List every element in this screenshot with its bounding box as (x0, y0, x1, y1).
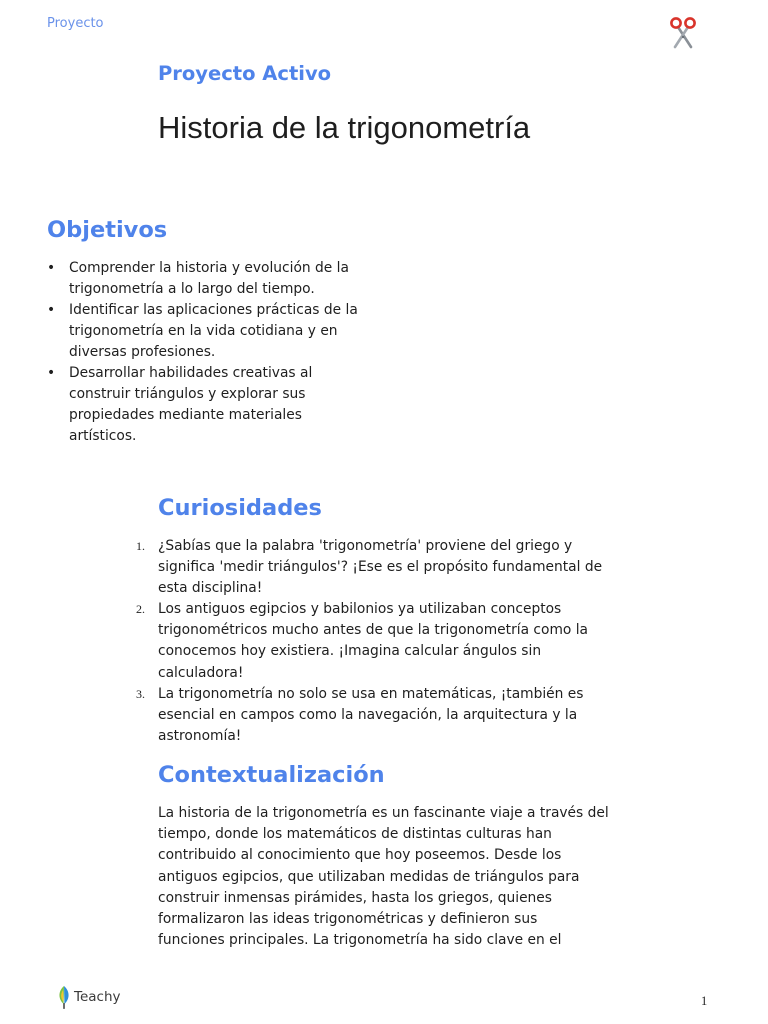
curiosity-text: ¿Sabías que la palabra 'trigonometría' proviene del griego y significa 'medir triángulos'? ¡Ese es el propósito fundamental de esta disciplina! (158, 538, 603, 597)
list-item (47, 363, 358, 447)
curiosities-heading: Curiosidades (158, 495, 322, 521)
list-item (47, 300, 358, 363)
section-label: Proyecto (47, 16, 104, 31)
curiosity-text: La trigonometría no solo se usa en matemáticas, ¡también es esencial en campos como la navegación, la arquitectura y la astronomía! (158, 685, 584, 744)
objective-text: Identificar las aplicaciones prácticas de la trigonometría en la vida cotidiana y en diversas profesiones. (69, 302, 358, 360)
bullet-icon (47, 300, 55, 321)
page-number: 1 (701, 994, 708, 1008)
objectives-heading: Objetivos (47, 217, 168, 243)
list-item (47, 258, 358, 300)
context-paragraph: La historia de la trigonometría es un fascinante viaje a través del tiempo, donde los matemáticos de distintas culturas han contribuido al conocimiento que hoy poseemos. Desde los antiguos egipcios, que utilizaban medidas de triángulos para construir inmensas pirámides, hasta los griegos, quienes formalizaron las ideas trigonométricas y definieron sus funciones principales. La trigonometría ha sido clave en el (158, 805, 609, 949)
bullet-icon (47, 258, 55, 279)
page-title: Historia de la trigonometría (158, 110, 531, 145)
objective-text: Desarrollar habilidades creativas al construir triángulos y explorar sus propiedades mediante materiales artísticos. (69, 365, 313, 444)
project-status-label: Proyecto Activo (158, 62, 332, 85)
list-number: 1. (136, 539, 145, 553)
teachy-logo-icon (56, 984, 72, 1010)
scissors-icon (668, 15, 698, 49)
list-item (136, 684, 602, 747)
list-number: 2. (136, 602, 145, 617)
context-heading: Contextualización (158, 762, 385, 788)
objectives-list (47, 258, 358, 447)
bullet-icon (47, 363, 55, 384)
objective-text: Comprender la historia y evolución de la trigonometría a lo largo del tiempo. (69, 260, 349, 297)
list-item (136, 536, 602, 599)
curiosities-list (136, 536, 602, 747)
list-item (136, 599, 602, 683)
list-number: 3. (136, 686, 145, 701)
curiosity-text: Los antiguos egipcios y babilonios ya utilizaban conceptos trigonométricos mucho antes de que la trigonometría como la conocemos hoy existiera. ¡Imagina calcular ángulos sin calculadora! (158, 601, 589, 681)
footer-brand: Teachy (74, 989, 121, 1005)
